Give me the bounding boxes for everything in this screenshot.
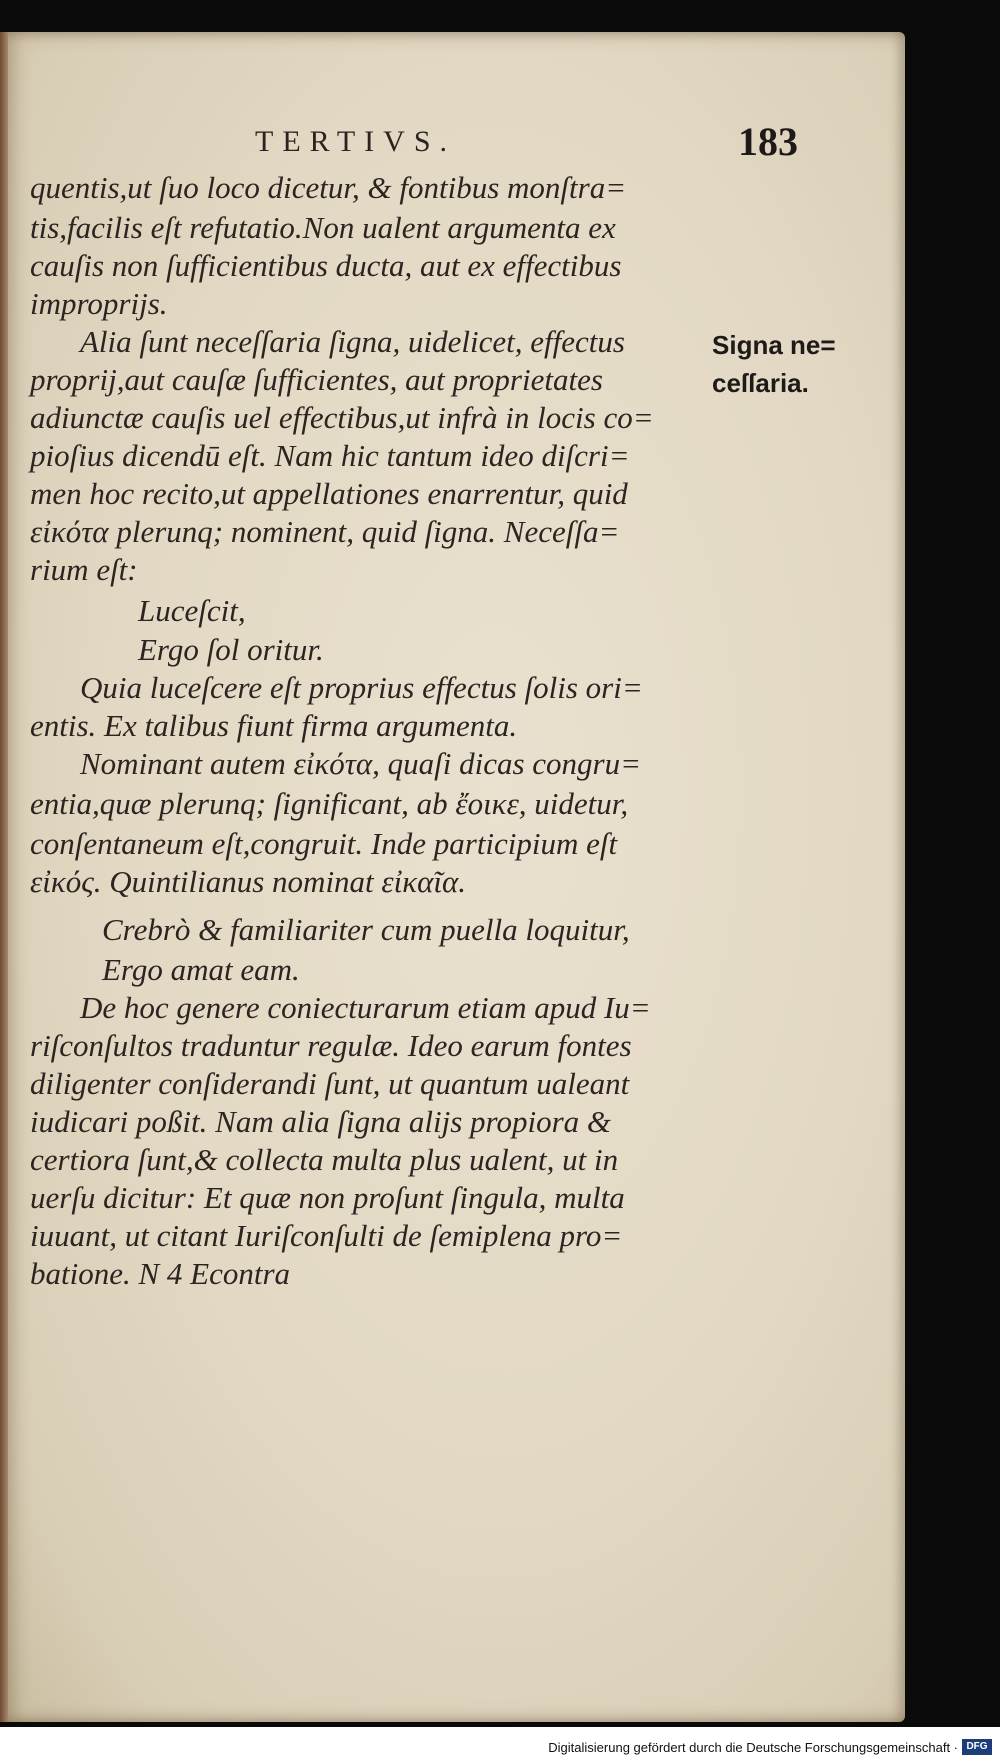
text-line: entis. Ex talibus fiunt firma argumenta. xyxy=(30,708,518,743)
margin-note: Signa ne= xyxy=(712,330,836,360)
text-line: diligenter conſiderandi ſunt, ut quantum ualeant xyxy=(30,1066,630,1101)
text-line: riſconſultos traduntur regulæ. Ideo earum fontes xyxy=(30,1028,632,1063)
text-line: rium eſt: xyxy=(30,552,138,587)
text-line: iuuant, ut citant Iuriſconſulti de ſemiplena pro= xyxy=(30,1218,623,1253)
text-line: conſentaneum eſt,congruit. Inde participium eſt xyxy=(30,826,618,861)
page-edge xyxy=(0,32,8,1722)
digitization-footer xyxy=(0,1727,1000,1761)
text-line: εἰκός. Quintilianus nominat εἰκαῖα. xyxy=(30,864,467,899)
text-line: proprij,aut cauſæ ſufficientes, aut proprietates xyxy=(30,362,603,397)
text-line: adiunctæ cauſis uel effectibus,ut infrà in locis co= xyxy=(30,400,654,435)
text-line: cauſis non ſufficientibus ducta, aut ex effectibus xyxy=(30,248,622,283)
page-number: 183 xyxy=(738,119,798,164)
text-line: pioſius dicendū eſt. Nam hic tantum ideo diſcri= xyxy=(30,438,630,473)
text-line: uerſu dicitur: Et quæ non proſunt ſingula, multa xyxy=(30,1180,625,1215)
text-line: iudicari poßit. Nam alia ſigna alijs propiora & xyxy=(30,1104,612,1139)
text-line: De hoc genere coniecturarum etiam apud Iu= xyxy=(80,990,651,1025)
text-line: improprijs. xyxy=(30,286,168,321)
text-line: batione. N 4 Econtra xyxy=(30,1256,291,1291)
dfg-logo: DFG xyxy=(962,1739,992,1755)
text-line: certiora ſunt,& collecta multa plus ualent, ut in xyxy=(30,1142,619,1177)
text-line: entia,quæ plerunq; ſignificant, ab ἔοικε, uidetur, xyxy=(30,786,629,821)
running-title: TERTIVS. xyxy=(255,125,457,158)
text-line: Ergo amat eam. xyxy=(102,952,300,987)
text-line: quentis,ut ſuo loco dicetur, & fontibus monſtra= xyxy=(30,170,627,205)
text-line: Alia ſunt neceſſaria ſigna, uidelicet, effectus xyxy=(80,324,625,359)
text-line: εἰκότα plerunq; nominent, quid ſigna. Neceſſa= xyxy=(30,514,620,549)
text-line: tis,facilis eſt refutatio.Non ualent argumenta ex xyxy=(30,210,616,245)
text-line: Quia luceſcere eſt proprius effectus ſolis ori= xyxy=(80,670,643,705)
text-line: Luceſcit, xyxy=(138,593,246,628)
text-line: Ergo ſol oritur. xyxy=(138,632,324,667)
text-line: Crebrò & familiariter cum puella loquitur, xyxy=(102,912,630,947)
footer-credit: Digitalisierung gefördert durch die Deutsche Forschungsgemeinschaft · xyxy=(548,1740,958,1755)
text-line: men hoc recito,ut appellationes enarrentur, quid xyxy=(30,476,628,511)
margin-note: ceſſaria. xyxy=(712,368,809,398)
text-line: Nominant autem εἰκότα, quaſi dicas congru= xyxy=(80,746,642,781)
